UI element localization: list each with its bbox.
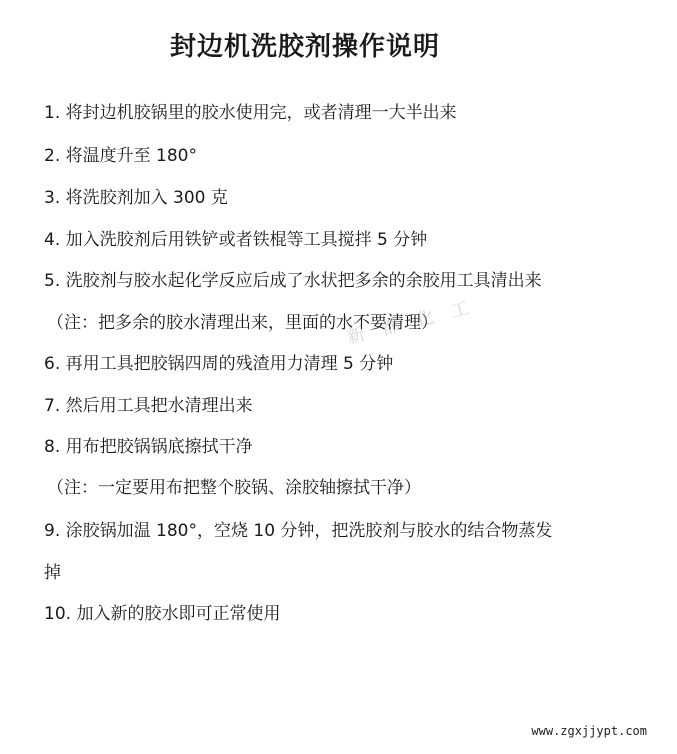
step-2: 2. 将温度升至 180° bbox=[44, 146, 197, 166]
step-9: 9. 涂胶锅加温 180°，空烧 10 分钟，把洗胶剂与胶水的结合物蒸发 bbox=[44, 521, 553, 541]
step-1: 1. 将封边机胶锅里的胶水使用完，或者清理一大半出来 bbox=[44, 103, 457, 123]
step-5: 5. 洗胶剂与胶水起化学反应后成了水状把多余的余胶用工具清出来 bbox=[44, 271, 542, 291]
step-6: 6. 再用工具把胶锅四周的残渣用力清理 5 分钟 bbox=[44, 354, 394, 374]
step-9-continued: 掉 bbox=[44, 563, 61, 583]
website-url: www.zgxjjypt.com bbox=[531, 724, 647, 738]
note-1: （注：把多余的胶水清理出来，里面的水不要清理） bbox=[47, 313, 438, 333]
step-4: 4. 加入洗胶剂后用铁铲或者铁棍等工具搅拌 5 分钟 bbox=[44, 230, 428, 250]
page-title: 封边机洗胶剂操作说明 bbox=[169, 32, 440, 62]
step-3: 3. 将洗胶剂加入 300 克 bbox=[44, 188, 228, 208]
note-2: （注：一定要用布把整个胶锅、涂胶轴擦拭干净） bbox=[47, 478, 421, 498]
watermark: 新 都 化 工 bbox=[344, 296, 478, 349]
step-7: 7. 然后用工具把水清理出来 bbox=[44, 396, 253, 416]
step-8: 8. 用布把胶锅锅底擦拭干净 bbox=[44, 437, 253, 457]
step-10: 10. 加入新的胶水即可正常使用 bbox=[44, 604, 281, 624]
